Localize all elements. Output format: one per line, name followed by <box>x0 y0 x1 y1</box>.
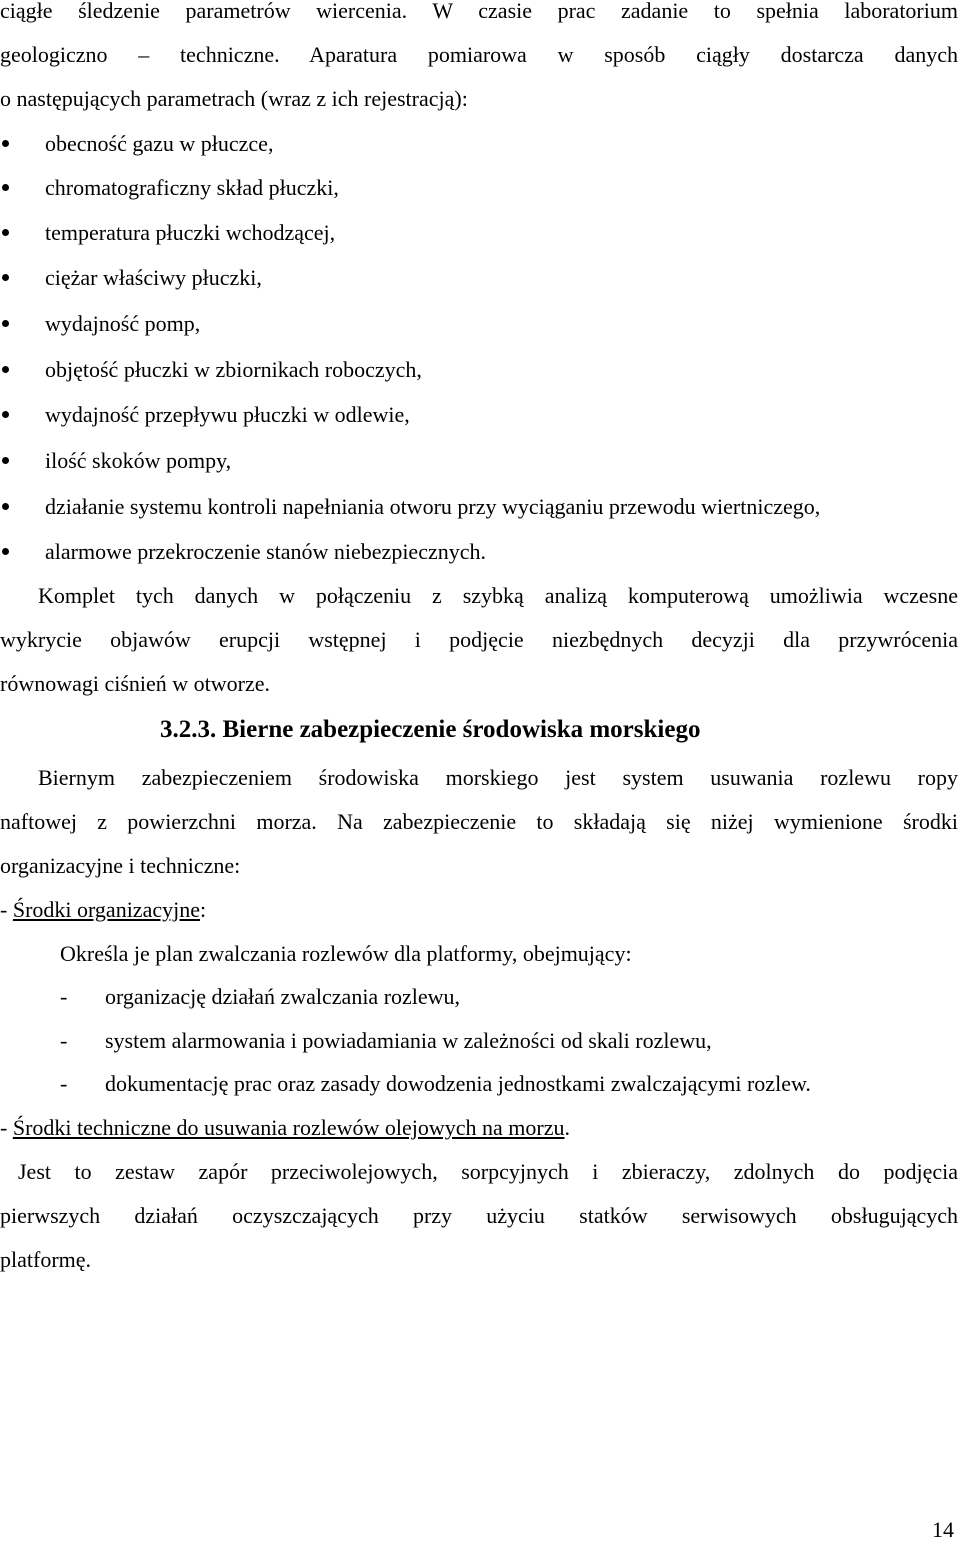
bullet-item <box>0 129 958 159</box>
bullet-dot-icon <box>2 320 9 327</box>
bullet-dot-icon <box>2 140 9 147</box>
intro-line-1: ciągłe śledzenie parametrów wiercenia. W czasie prac zadanie to spełnia laboratorium <box>0 0 958 23</box>
dash-mark: - <box>60 1071 68 1096</box>
final-line-1: Jest to zestaw zapór przeciwolejowych, sorpcyjnych i zbieraczy, zdolnych do podjęcia <box>18 1159 958 1184</box>
tech-label: Środki techniczne do usuwania rozlewów olejowych na morzu <box>12 1115 565 1140</box>
org-intro: Określa je plan zwalczania rozlewów dla platformy, obejmujący: <box>60 941 632 966</box>
bullet-dot-icon <box>2 503 9 510</box>
bullet-text: objętość płuczki w zbiornikach roboczych, <box>45 357 422 382</box>
intro-line-3: o następujących parametrach (wraz z ich rejestracją): <box>0 86 468 111</box>
bullet-item <box>0 263 958 293</box>
org-heading <box>0 895 958 925</box>
tech-prefix: - <box>0 1115 13 1140</box>
final-line-2: pierwszych działań oczyszczających przy użyciu statków serwisowych obsługujących <box>0 1203 958 1228</box>
bullet-dot-icon <box>2 366 9 373</box>
bullet-text: wydajność przepływu płuczki w odlewie, <box>45 402 410 427</box>
section-heading: 3.2.3. Bierne zabezpieczenie środowiska morskiego <box>160 716 701 743</box>
tech-suffix: . <box>564 1115 570 1140</box>
org-item-text: organizację działań zwalczania rozlewu, <box>105 984 461 1009</box>
intro-line-2: geologiczno – techniczne. Aparatura pomiarowa w sposób ciągły dostarcza danych <box>0 42 958 67</box>
bullet-text: obecność gazu w płuczce, <box>45 131 274 156</box>
org-list-item <box>60 1069 940 1099</box>
org-list-item <box>60 1026 940 1056</box>
page-number: 14 <box>932 1517 954 1542</box>
bullet-item <box>0 446 958 476</box>
bullet-item <box>0 537 958 567</box>
bullet-dot-icon <box>2 184 9 191</box>
bullet-text: ciężar właściwy płuczki, <box>45 265 262 290</box>
dash-mark: - <box>60 984 68 1009</box>
bullet-dot-icon <box>2 274 9 281</box>
bullet-text: wydajność pomp, <box>45 311 201 336</box>
tech-heading <box>0 1113 958 1143</box>
org-label: Środki organizacyjne <box>12 897 200 922</box>
section-line-1: Biernym zabezpieczeniem środowiska morskiego jest system usuwania rozlewu ropy <box>38 765 958 790</box>
komplet-line-3: równowagi ciśnień w otworze. <box>0 671 271 696</box>
bullet-dot-icon <box>2 411 9 418</box>
bullet-item <box>0 400 958 430</box>
bullet-text: temperatura płuczki wchodzącej, <box>45 220 336 245</box>
bullet-item <box>0 218 958 248</box>
bullet-item <box>0 309 958 339</box>
komplet-line-1: Komplet tych danych w połączeniu z szybką analizą komputerową umożliwia wczesne <box>38 583 958 608</box>
bullet-text: ilość skoków pompy, <box>45 448 232 473</box>
bullet-dot-icon <box>2 548 9 555</box>
org-item-text: system alarmowania i powiadamiania w zależności od skali rozlewu, <box>105 1028 712 1053</box>
komplet-line-2: wykrycie objawów erupcji wstępnej i podjęcie niezbędnych decyzji dla przywrócenia <box>0 627 958 652</box>
bullet-item <box>0 173 958 203</box>
org-list-item <box>60 982 940 1012</box>
org-prefix: - <box>0 897 13 922</box>
bullet-dot-icon <box>2 457 9 464</box>
section-line-3: organizacyjne i techniczne: <box>0 853 241 878</box>
bullet-text: działanie systemu kontroli napełniania otworu przy wyciąganiu przewodu wiertniczego, <box>45 494 821 519</box>
final-line-3: platformę. <box>0 1247 92 1272</box>
bullet-text: alarmowe przekroczenie stanów niebezpiecznych. <box>45 539 486 564</box>
org-item-text: dokumentację prac oraz zasady dowodzenia jednostkami zwalczającymi rozlew. <box>105 1071 811 1096</box>
bullet-text: chromatograficzny skład płuczki, <box>45 175 339 200</box>
bullet-item <box>0 492 958 522</box>
dash-mark: - <box>60 1028 68 1053</box>
section-line-2: naftowej z powierzchni morza. Na zabezpieczenie to składają się niżej wymienione środki <box>0 809 958 834</box>
org-suffix: : <box>199 897 207 922</box>
bullet-dot-icon <box>2 229 9 236</box>
bullet-item <box>0 355 958 385</box>
